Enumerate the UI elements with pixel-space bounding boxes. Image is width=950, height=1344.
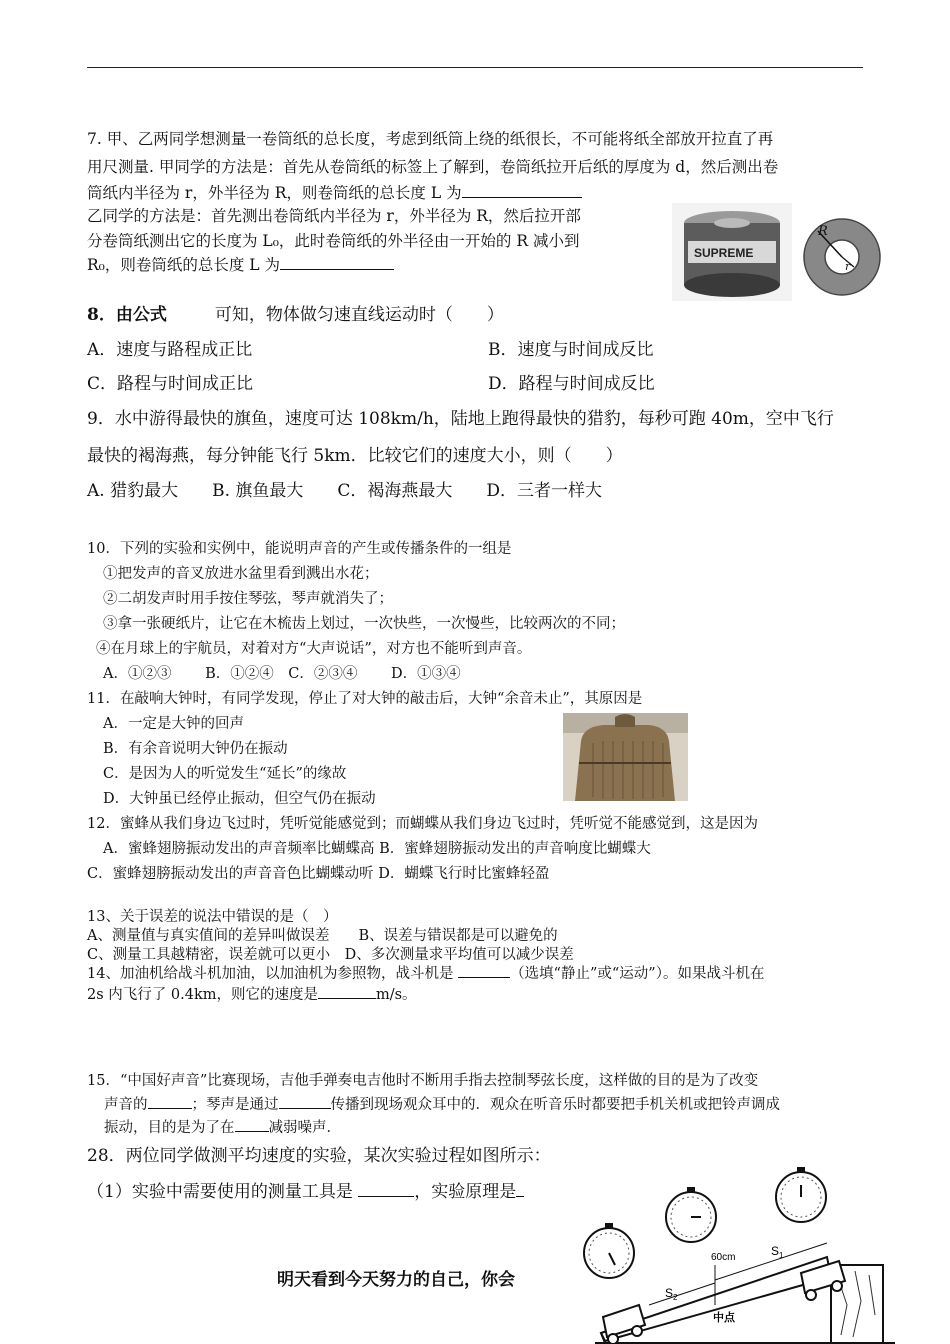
q9-line1: 9．水中游得最快的旗鱼，速度可达 108km/h，陆地上跑得最快的猎豹，每秒可跑 40m，空中飞行 [87,409,834,429]
q15-line3: 振动，目的是为了在 减弱噪声． [104,1116,341,1137]
fig-distance-label: 60cm [711,1252,736,1263]
q14-answer-blank-1 [458,963,510,979]
q8-option-a: A．速度与路程成正比 [87,340,253,360]
q11-option-d: D．大钟虽已经停止振动，但空气仍在振动 [103,791,376,807]
bronze-bell-image [563,713,688,801]
q14-answer-blank-2 [318,984,376,1000]
q15-answer-blank-3 [235,1117,269,1133]
q7-line2: 用尺测量. 甲同学的方法是：首先从卷筒纸的标签上了解到，卷筒纸拉开后纸的厚度为 d，然后测出卷 [87,158,779,176]
q28-stem: 28．两位同学做测平均速度的实验，某次实验过程如图所示： [87,1146,551,1166]
q10-item-3: ③拿一张硬纸片，让它在木梳齿上划过，一次快些，一次慢些，比较两次的不同； [103,616,625,632]
q9-line2: 最快的褐海燕，每分钟能飞行 5km．比较它们的速度大小，则（ ） [87,446,623,466]
q28-sub1: （1）实验中需要使用的测量工具是 ，实验原理是 [87,1177,524,1202]
q12-stem: 12．蜜蜂从我们身边飞过时，凭听觉能感觉到；而蝴蝶从我们身边飞过时，凭听觉不能感觉到，这是因为 [87,816,758,832]
incline-experiment-diagram [565,1165,895,1344]
q7-answer-blank-2 [280,254,394,271]
q12-options-cd: C．蜜蜂翅膀振动发出的声音音色比蝴蝶动听 D．蝴蝶飞行时比蜜蜂轻盈 [87,866,550,882]
fig-s2-label: $S_2$ [665,1286,678,1302]
q13-options-cd: C、测量工具越精密，误差就可以更小 D、多次测量求平均值可以减少误差 [87,947,574,963]
q12-options-ab: A．蜜蜂翅膀振动发出的声音频率比蝴蝶高 B．蜜蜂翅膀振动发出的声音响度比蝴蝶大 [103,841,651,857]
q28-answer-blank-2 [516,1179,524,1197]
q11-option-c: C．是因为人的听觉发生“延长”的缘故 [103,766,347,782]
q13-stem: 13、关于误差的说法中错误的是（ ） [87,909,338,925]
q15-line2: 声音的 ；琴声是通过 传播到现场观众耳中的．观众在听音乐时都要把手机关机或把铃声调成 [104,1093,780,1114]
q10-item-1: ①把发声的音叉放进水盆里看到溅出水花； [103,566,379,582]
q11-option-a: A．一定是大钟的回声 [103,716,244,732]
q7-line4: 乙同学的方法是：首先测出卷筒纸内半径为 r，外半径为 R，然后拉开部 [87,207,581,225]
q11-stem: 11．在敲响大钟时，有同学发现，停止了对大钟的敲击后，大钟“余音未止”，其原因是 [87,691,643,707]
fig-label-R: R [818,224,828,239]
q11-option-b: B．有余音说明大钟仍在振动 [103,741,288,757]
q14-line2: 2s 内飞行了 0.4km，则它的速度是 m/s。 [87,983,417,1004]
q10-options: A．①②③ B．①②④ C．②③④ D．①③④ [103,666,461,682]
q8-option-c: C．路程与时间成正比 [87,374,254,394]
q15-answer-blank-1 [148,1094,192,1110]
q13-options-ab: A、测量值与真实值间的差异叫做误差 B、误差与错误都是可以避免的 [87,928,558,944]
q28-answer-blank-1 [358,1179,414,1197]
fig-label-r: r [845,260,851,273]
q14-line1: 14、加油机给战斗机加油，以加油机为参照物，战斗机是 （选填“静止”或“运动”）。如果战斗机在 [87,962,764,983]
q10-item-4: ④在月球上的宇航员，对着对方“大声说话”，对方也不能听到声音。 [96,641,532,657]
q7-line5: 分卷筒纸测出它的长度为 L₀，此时卷筒纸的外半径由一开始的 R 减小到 [87,232,580,250]
footer-motto: 明天看到今天努力的自己，你会 [277,1270,515,1290]
q7-line1: 7. 甲、乙两同学想测量一卷筒纸的总长度，考虑到纸筒上绕的纸很长，不可能将纸全部放开拉直了再 [87,130,774,148]
svg-text:SUPREME: SUPREME [694,246,754,260]
q7-answer-blank-1 [462,182,582,199]
fig-midpoint-label: 中点 [713,1311,735,1324]
paper-roll-image [672,203,792,301]
q8-option-b: B．速度与时间成反比 [488,340,654,360]
q10-item-2: ②二胡发声时用手按住琴弦，琴声就消失了； [103,591,393,607]
roll-cross-section-diagram [798,217,886,297]
q7-line3: 筒纸内半径为 r，外半径为 R，则卷筒纸的总长度 L 为 [87,181,582,203]
q8-option-d: D．路程与时间成反比 [488,374,655,394]
q7-line6: R₀，则卷筒纸的总长度 L 为 [87,253,394,275]
fig-s1-label: $S_1$ [771,1244,784,1260]
q15-line1: 15．“中国好声音”比赛现场，吉他手弹奏电吉他时不断用手指去控制琴弦长度，这样做的目的是为了改变 [87,1073,759,1089]
q9-options: A. 猎豹最大 B. 旗鱼最大 C．褐海燕最大 D．三者一样大 [87,481,603,501]
header-rule [87,67,863,68]
q10-stem: 10．下列的实验和实例中，能说明声音的产生或传播条件的一组是 [87,541,512,557]
q15-answer-blank-2 [279,1094,331,1110]
q8-stem: 8．由公式 可知，物体做匀速直线运动时（ ） [87,305,504,325]
